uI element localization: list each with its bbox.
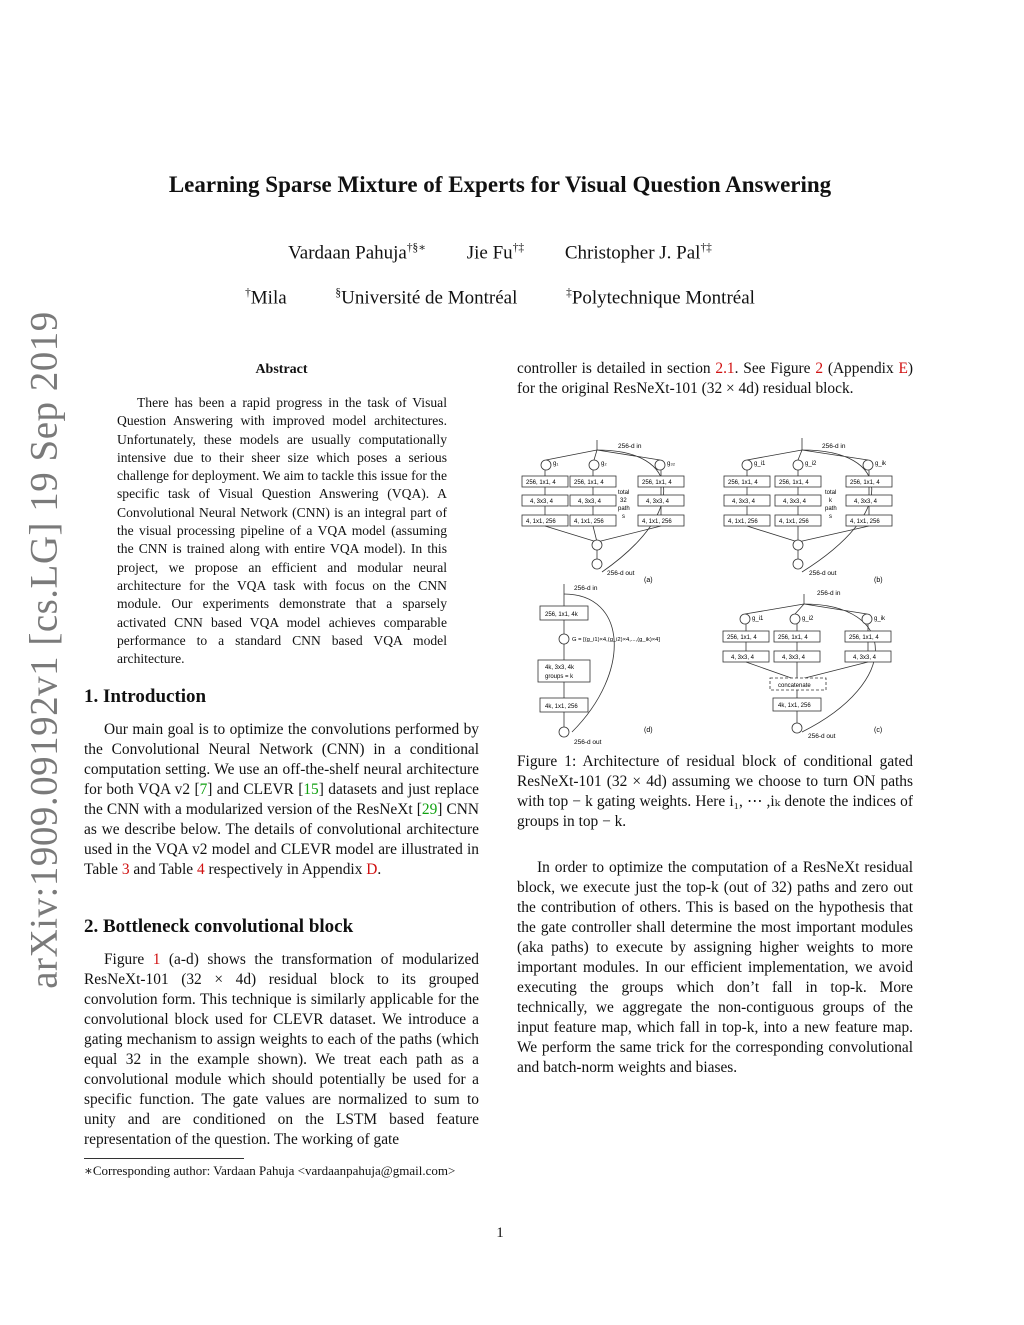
conv-box-label: 4, 1x1, 256 <box>779 519 809 525</box>
conv-box-label: 4, 3x3, 4 <box>783 499 807 505</box>
conv-box-label: 256, 1x1, 4 <box>850 480 880 486</box>
gate-label: g_i2 <box>802 616 814 622</box>
paths-annotation: s <box>829 514 832 520</box>
author: Christopher J. Pal†‡ <box>564 242 712 264</box>
figure-reference-link[interactable]: 2 <box>815 360 824 377</box>
page-number: 1 <box>496 1225 504 1241</box>
diagram-label-in: 256-d in <box>822 443 846 450</box>
conv-box-label: 4, 1x1, 256 <box>526 519 556 525</box>
affiliation: §Université de Montréal <box>335 287 518 309</box>
arxiv-sidebar <box>14 311 74 989</box>
paths-annotation: total <box>825 490 837 496</box>
section-heading-introduction: 1. Introduction <box>84 686 207 707</box>
conv-box-label: 256, 1x1, 4 <box>779 480 809 486</box>
footnote-rule <box>84 1158 244 1159</box>
conv-box-label: 4, 1x1, 256 <box>574 519 604 525</box>
diagram-label-out: 256-d out <box>809 570 837 577</box>
conv-box-label: 4, 3x3, 4 <box>530 499 554 505</box>
author: Vardaan Pahuja†§∗ <box>288 242 426 264</box>
diagram-label-in: 256-d in <box>618 443 642 450</box>
citation-link[interactable]: 15 <box>303 781 319 798</box>
implementation-paragraph: In order to optimize the computation of a ResNeXt residual block, we execute just the top-k (out of 32) paths and zero out the contribution of others. This is based on the hypothesis that the gate controller shall determine the most important modules (aka paths) to execute by assigning higher weights to more important modules. In our efficient implementation, we avoid executing the groups which don’t fall in top-k. More technically, we aggregate the non-contiguous groups of the input feature map, which fall in top-k, into a new feature map. We perform the same trick for the corresponding convolutional and batch-norm weights and biases. <box>517 859 913 1076</box>
gate-label: g_ik <box>875 461 887 467</box>
paths-annotation: total <box>618 490 630 496</box>
gate-controller-paragraph: controller is detailed in section 2.1. See Figure 2 (Appendix E) for the original ResNeXt-101 (32 × 4d) residual block. <box>517 360 913 397</box>
conv-box-label: 4, 1x1, 256 <box>850 519 880 525</box>
paths-annotation: 32 <box>620 498 627 504</box>
conv-box-label: 256, 1x1, 4 <box>574 480 604 486</box>
citation-link[interactable]: 7 <box>199 781 208 798</box>
conv-box-label: 4, 1x1, 256 <box>642 519 672 525</box>
table-reference-link[interactable]: 4 <box>196 861 205 878</box>
panel-label-d: (d) <box>644 727 653 734</box>
conv-box-label: 4, 3x3, 4 <box>854 499 878 505</box>
citation-link[interactable]: 29 <box>421 801 438 818</box>
gate-label: g_i1 <box>752 616 764 622</box>
conv-box-label: 256, 1x1, 4k <box>545 612 578 618</box>
diagram-label-in: 256-d in <box>817 590 841 597</box>
gate-label: g_i1 <box>754 461 766 467</box>
conv-box-label: 256, 1x1, 4 <box>778 635 808 641</box>
conv-box-label: 4, 1x1, 256 <box>728 519 758 525</box>
bottleneck-paragraph: Figure 1 (a-d) shows the transformation of modularized ResNeXt-101 (32 × 4d) residual block to its grouped convolution form. This technique is similarly applicable for the convolutional block used for CLEVR dataset. We introduce a gating mechanism to assign weights to each of the paths (which equal 32 in the example shown). We treat each path as a convolutional module which should potentially be used for a specific function. The gate values are normalized to sum to unity and are conditioned on the LSTM based feature representation of the question. The working of gate <box>84 951 479 1148</box>
paths-annotation: path <box>825 506 837 512</box>
abstract-body: There has been a rapid progress in the task of Visual Question Answering with improved model architectures. Unfortunately, these models are usually computationally intensive due to their sheer size which poses a serious challenge for deployment. We aim to tackle this issue for the specific task of Visual Question Answering (VQA). A Convolutional Neural Network (CNN) is an integral part of the visual processing pipeline of a VQA model (assuming the CNN is trained along with entire VQA model). In this project, we propose an efficient and modular neural architecture for the VQA task with focus on the CNN module. Our experiments demonstrate that a sparsely activated CNN based VQA model achieves comparable performance to a standard CNN based VQA model architecture. <box>117 395 447 667</box>
diagram-label-out: 256-d out <box>574 739 602 746</box>
paths-annotation: path <box>618 506 630 512</box>
conv-box-label: 256, 1x1, 4 <box>526 480 556 486</box>
gate-label: g₂ <box>601 461 607 467</box>
conv-box-label: 4, 3x3, 4 <box>646 499 670 505</box>
diagram-label-out: 256-d out <box>607 570 635 577</box>
gate-label: g_ik <box>874 616 886 622</box>
concatenate-label: concatenate <box>778 683 811 689</box>
gate-label: g₃₂ <box>667 461 676 467</box>
affiliation: ‡Polytechnique Montréal <box>566 287 755 309</box>
panel-a <box>522 440 684 584</box>
conv-box-label: 256, 1x1, 4 <box>849 635 879 641</box>
figure-1-diagram <box>512 432 912 750</box>
panel-label-b: (b) <box>874 577 883 584</box>
conv-box-label: 256, 1x1, 4 <box>642 480 672 486</box>
footnote: ∗Corresponding author: Vardaan Pahuja <vardaanpahuja@gmail.com> <box>84 1163 456 1178</box>
diagram-label-out: 256-d out <box>808 733 836 740</box>
conv-box-label: 4, 3x3, 4 <box>853 655 877 661</box>
table-reference-link[interactable]: 3 <box>121 861 130 878</box>
conv-box-label: 4k, 1x1, 256 <box>778 703 811 709</box>
section-reference-link[interactable]: 2.1 <box>715 360 735 377</box>
gate-label: g₁ <box>553 461 559 467</box>
affiliation-list <box>0 287 1000 309</box>
panel-label-a: (a) <box>644 577 653 584</box>
paper-title: Learning Sparse Mixture of Experts for Visual Question Answering <box>168 172 832 197</box>
figure-1-caption: Figure 1: Architecture of residual block of conditional gated ResNeXt-101 (32 × 4d) assuming we choose to turn ON paths with top − k gating weights. Here i₁, ⋯ ,iₖ denote the indices of groups in top − k. <box>517 753 913 830</box>
conv-box-label: 4k, 1x1, 256 <box>545 704 578 710</box>
appendix-reference-link[interactable]: D <box>366 861 378 878</box>
conv-box-label: 4, 3x3, 4 <box>732 499 756 505</box>
conv-box-label: 4, 3x3, 4 <box>731 655 755 661</box>
gate-formula: G = [(g_i1)×4,(g_i2)×4,...,(g_ik)×4] <box>572 637 660 643</box>
figure-reference-link[interactable]: 1 <box>152 951 161 968</box>
conv-box-label: 4, 3x3, 4 <box>782 655 806 661</box>
panel-d <box>538 584 660 746</box>
paths-annotation: k <box>829 498 832 504</box>
introduction-paragraph: Our main goal is to optimize the convolutions performed by the Convolutional Neural Network (CNN) in a conditional computation setting. We use an off-the-shelf neural architecture for both VQA v2 [7] and CLEVR [15] datasets and just replace the CNN with a modularized version of the ResNeXt [29] CNN as we describe below. The details of convolutional architecture used in the VQA v2 model and CLEVR model are illustrated in Table 3 and Table 4 respectively in Appendix D. <box>84 721 480 878</box>
conv-box-label: 4, 3x3, 4 <box>578 499 602 505</box>
author-list <box>0 240 1000 264</box>
abstract-heading: Abstract <box>255 362 308 377</box>
conv-box-label: groups = k <box>545 674 574 680</box>
affiliation: †Mila <box>245 287 287 309</box>
diagram-label-in: 256-d in <box>574 585 598 592</box>
author: Jie Fu†‡ <box>466 242 525 264</box>
appendix-reference-link[interactable]: E <box>898 360 908 377</box>
section-heading-bottleneck: 2. Bottleneck convolutional block <box>84 916 354 937</box>
gate-label: g_i2 <box>805 461 817 467</box>
panel-b <box>724 438 892 584</box>
panel-label-c: (c) <box>874 727 883 734</box>
conv-box-label: 256, 1x1, 4 <box>727 635 757 641</box>
arxiv-identifier: arXiv:1909.09192v1 [cs.LG] 19 Sep 2019 <box>22 311 66 989</box>
paths-annotation: s <box>622 514 625 520</box>
conv-box-label: 4k, 3x3, 4k <box>545 665 575 671</box>
panel-c <box>723 590 891 740</box>
conv-box-label: 256, 1x1, 4 <box>728 480 758 486</box>
